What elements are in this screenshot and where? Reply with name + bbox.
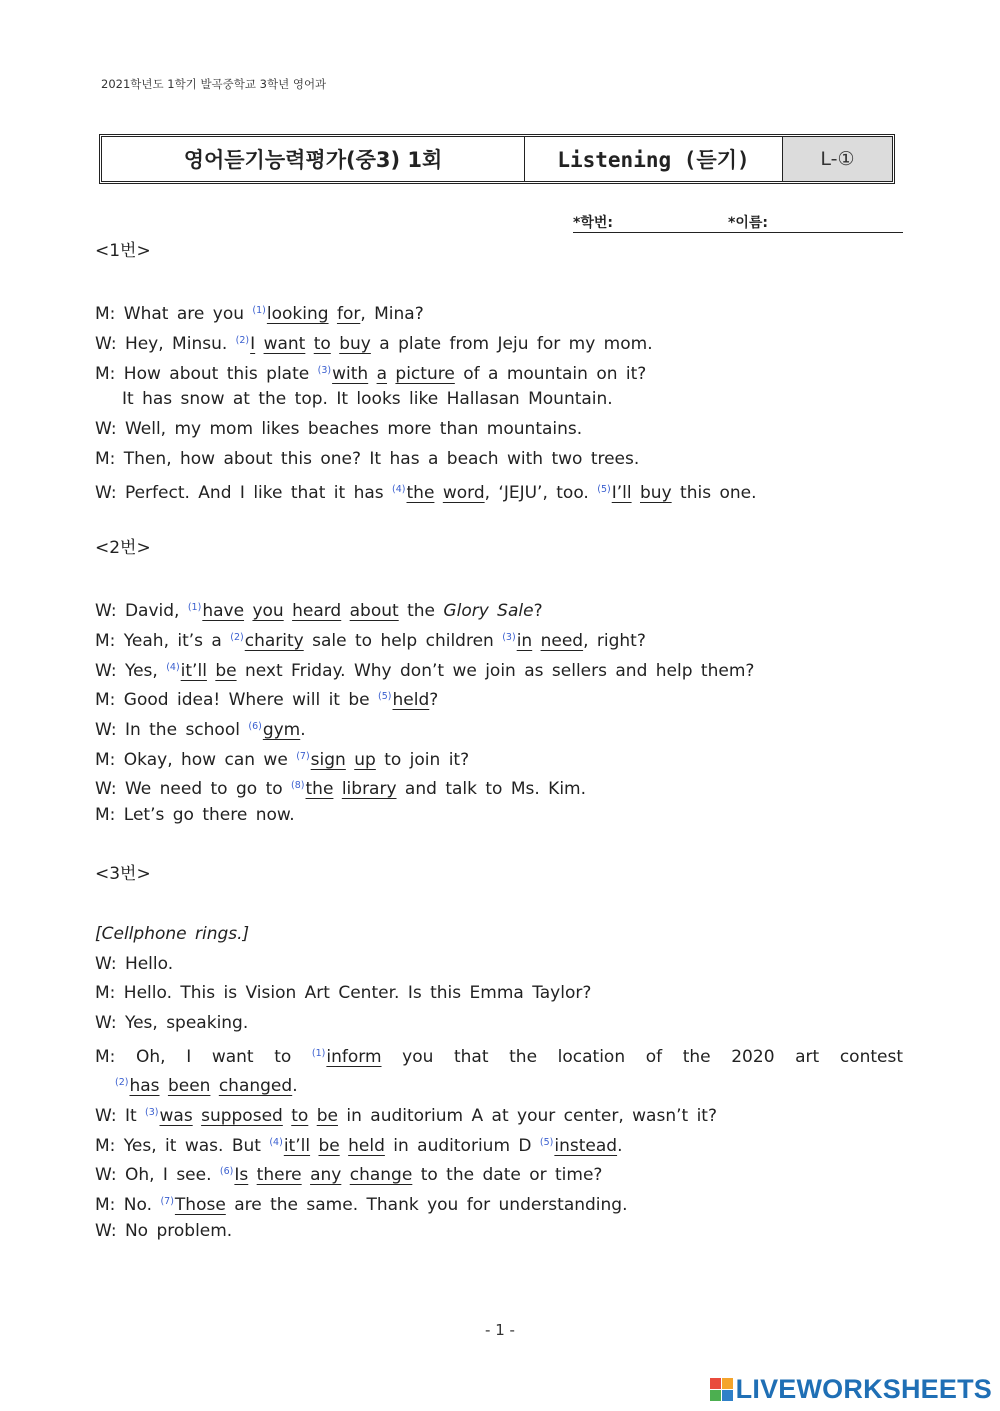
dialogue-line [95, 1157, 903, 1187]
dialogue-line [95, 1039, 903, 1069]
text-run: It has snow at the top. It looks like Hallasan Mountain. [122, 389, 613, 410]
answer-blank: been [167, 1076, 211, 1097]
page-number: - 1 - [485, 1321, 515, 1339]
blank-number: (2) [235, 335, 250, 347]
dialogue-line [95, 682, 903, 712]
text-run [255, 334, 263, 354]
text-run: W: David, [95, 601, 188, 622]
logo-square-e [722, 1390, 733, 1401]
answer-blank: inform [326, 1046, 382, 1067]
answer-blank: have [202, 601, 245, 622]
text-run: to join it? [375, 749, 470, 770]
answer-blank: has [129, 1076, 160, 1097]
text-run: . [617, 1135, 623, 1156]
blank-number: (1) [311, 1047, 326, 1059]
text-run: of a mountain on it? [454, 363, 647, 384]
text-run: next Friday. Why don’t we join as sellers and help them? [236, 660, 755, 681]
dialogue-line [95, 1068, 903, 1098]
text-run [341, 601, 349, 621]
text-run: ? [533, 601, 543, 622]
text-run: W: Yes, speaking. [95, 1012, 249, 1033]
text-run [532, 631, 540, 651]
spacer [95, 890, 903, 920]
blank-number: (4) [166, 661, 180, 673]
text-run: a plate from Jeju for my mom. [370, 334, 653, 355]
answer-blank: the [305, 779, 334, 800]
dialogue-line [95, 415, 903, 445]
answer-blank: the [406, 482, 435, 503]
answer-blank: changed [218, 1076, 293, 1097]
blank-number: (3) [317, 364, 332, 376]
text-run [305, 334, 313, 354]
answer-blank: change [349, 1165, 413, 1186]
answer-blank: be [318, 1135, 340, 1156]
text-run: W: In the school [95, 720, 249, 740]
dialogue-line [95, 1098, 903, 1128]
dialogue-line [95, 979, 903, 1009]
blank-number: (7) [296, 750, 310, 762]
answer-blank: up [354, 749, 376, 770]
student-id-line [573, 212, 903, 233]
text-run: W: Hey, Minsu. [95, 334, 236, 355]
text-run: W: Oh, I see. [95, 1165, 220, 1186]
answer-blank: held [348, 1135, 385, 1156]
question-label: <3번> [95, 864, 151, 885]
text-run [340, 1136, 348, 1156]
text-run: ? [429, 690, 439, 711]
answer-blank: in [516, 630, 533, 651]
blank-number: (3) [145, 1106, 159, 1118]
answer-blank: about [349, 601, 399, 622]
blank-number: (4) [269, 1136, 283, 1148]
test-title: 영어듣기능력평가(중3) 1회 [102, 137, 525, 181]
text-run [302, 1165, 310, 1185]
answer-blank: buy [339, 334, 371, 355]
text-run: M: Then, how about this one? It has a beach with two trees. [95, 448, 640, 469]
dialogue-line [95, 801, 903, 831]
logo-square-l [710, 1378, 721, 1389]
text-run: and talk to Ms. Kim. [396, 779, 587, 800]
text-run [193, 1106, 201, 1126]
text-run: in auditorium A at your center, wasn’t it? [337, 1105, 717, 1126]
answer-blank: picture [395, 363, 455, 384]
dialogue-line [95, 356, 903, 386]
text-run: , Mina? [360, 304, 424, 325]
dialogue-line [95, 1009, 903, 1039]
text-run: M: How about this plate [95, 363, 318, 384]
student-name-label: *이름: [728, 215, 768, 231]
text-run: W: It [95, 1105, 146, 1126]
text-run [331, 334, 339, 354]
blank-number: (5) [378, 691, 392, 703]
text-run [283, 1106, 291, 1126]
answer-blank: it’ll [180, 660, 207, 681]
question-label: <2번> [95, 537, 151, 558]
answer-blank: sign [310, 749, 346, 770]
text-run [333, 779, 341, 799]
answer-blank: supposed [201, 1105, 283, 1126]
text-run: the [398, 601, 444, 622]
blank-number: (7) [160, 1196, 174, 1207]
text-run: to the date or time? [412, 1165, 603, 1186]
text-run [632, 483, 640, 503]
answer-blank: a [376, 363, 388, 384]
liveworksheets-brand [710, 1374, 992, 1405]
text-run: W: Yes, [95, 660, 167, 681]
dialogue-line [95, 1128, 903, 1158]
text-run: this one. [671, 482, 757, 503]
answer-blank: want [263, 334, 306, 355]
answer-blank: heard [292, 601, 342, 622]
blank-number: (8) [291, 780, 305, 792]
text-run: , ‘JEJU’, too. [484, 482, 598, 503]
answer-blank: need [540, 630, 584, 651]
answer-blank: it’ll [283, 1135, 311, 1156]
answer-blank: instead [554, 1135, 618, 1156]
dialogue-line [95, 712, 903, 742]
text-run: M: Oh, I want to [95, 1046, 312, 1067]
text-run [248, 1165, 256, 1185]
text-run [210, 1076, 218, 1096]
spacer [95, 564, 903, 594]
logo-square-v [710, 1390, 721, 1401]
blank-number: (5) [539, 1136, 554, 1148]
text-run: sale to help children [303, 630, 503, 651]
text-run [160, 1076, 168, 1096]
answer-blank: be [316, 1105, 338, 1126]
text-run: . [300, 720, 306, 740]
dialogue-line [95, 920, 903, 950]
blank-number: (5) [597, 483, 611, 495]
school-line: 2021학년도 1학기 발곡중학교 3학년 영어과 [101, 77, 327, 91]
blank-number: (1) [252, 305, 266, 317]
blank-number: (1) [187, 602, 202, 614]
text-run: W: Perfect. And I like that it has [95, 482, 393, 503]
answer-blank: you [252, 601, 284, 622]
blank-number: (4) [392, 483, 406, 495]
answer-blank: was [159, 1105, 193, 1126]
answer-blank: charity [244, 630, 304, 651]
dialogue-line [95, 771, 903, 801]
subject-title: Listening (듣기) [525, 137, 783, 181]
question-label: <1번> [95, 241, 151, 261]
dialogue-line [95, 326, 903, 356]
dialogue-line [95, 623, 903, 653]
answer-blank: with [332, 363, 369, 384]
text-run: M: Yes, it was. But [95, 1135, 270, 1156]
text-run: M: Hello. This is Vision Art Center. Is this Emma Taylor? [95, 983, 592, 1004]
text-run: , right? [583, 630, 646, 651]
text-run: in auditorium D [384, 1135, 540, 1156]
blank-number: (6) [219, 1166, 234, 1178]
transcript [95, 237, 903, 1246]
dialogue-line [95, 593, 903, 623]
text-run [341, 1165, 349, 1185]
text-run [308, 1106, 316, 1126]
text-run [434, 483, 442, 503]
spacer [95, 504, 903, 534]
dialogue-line [95, 445, 903, 475]
blank-number: (2) [230, 631, 244, 643]
text-run: M: No. [95, 1195, 161, 1215]
liveworksheets-logo-icon [710, 1378, 733, 1401]
blank-number: (6) [248, 721, 262, 732]
brand-text: LIVEWORKSHEETS [735, 1374, 992, 1404]
answer-blank: there [256, 1165, 302, 1186]
answer-blank: for [336, 304, 361, 325]
dialogue-line [95, 950, 903, 980]
answer-blank: Is [234, 1165, 249, 1186]
answer-blank: be [215, 660, 237, 681]
text-run: W: Hello. [95, 953, 174, 974]
dialogue-line [95, 385, 903, 415]
italic-text: Glory Sale [443, 601, 534, 622]
answer-blank: any [310, 1165, 342, 1186]
text-run: . [292, 1076, 298, 1097]
dialogue-line [95, 296, 903, 326]
answer-blank: Those [174, 1195, 226, 1215]
text-run [284, 601, 292, 621]
logo-square-i [722, 1378, 733, 1389]
answer-blank: looking [266, 304, 329, 325]
text-run: W: Well, my mom likes beaches more than mountains. [95, 419, 583, 440]
text-run: you that the location of the 2020 art contest [381, 1046, 903, 1067]
text-run [346, 750, 354, 770]
title-box [99, 134, 895, 184]
answer-blank: word [442, 482, 485, 503]
test-code: L-① [783, 137, 892, 181]
text-run: M: Good idea! Where will it be [95, 690, 379, 711]
answer-blank: to [291, 1105, 309, 1126]
spacer [95, 267, 903, 297]
dialogue-line [95, 1187, 903, 1217]
text-run: M: Let’s go there now. [95, 805, 295, 826]
answer-blank: I’ll [611, 482, 632, 503]
text-run: W: No problem. [95, 1220, 233, 1241]
dialogue-line [95, 653, 903, 683]
dialogue-line [95, 1217, 903, 1247]
text-run: M: Yeah, it’s a [95, 630, 231, 651]
text-run [368, 364, 376, 384]
italic-text: [Cellphone rings.] [95, 923, 250, 944]
spacer [95, 831, 903, 861]
answer-blank: buy [640, 482, 672, 503]
text-run: M: What are you [95, 304, 253, 325]
dialogue-line [95, 475, 903, 505]
blank-number: (3) [502, 631, 516, 643]
text-run: W: We need to go to [95, 779, 292, 800]
answer-blank: gym [262, 720, 301, 740]
answer-blank: to [313, 334, 331, 355]
text-run: M: Okay, how can we [95, 749, 297, 770]
answer-blank: I [250, 334, 256, 355]
student-number-label: *학번: [573, 215, 613, 231]
text-run: are the same. Thank you for understanding. [225, 1195, 628, 1215]
text-run [329, 304, 337, 324]
answer-blank: library [341, 779, 397, 800]
blank-number: (2) [115, 1077, 129, 1089]
answer-blank: held [392, 690, 430, 711]
dialogue-line [95, 742, 903, 772]
